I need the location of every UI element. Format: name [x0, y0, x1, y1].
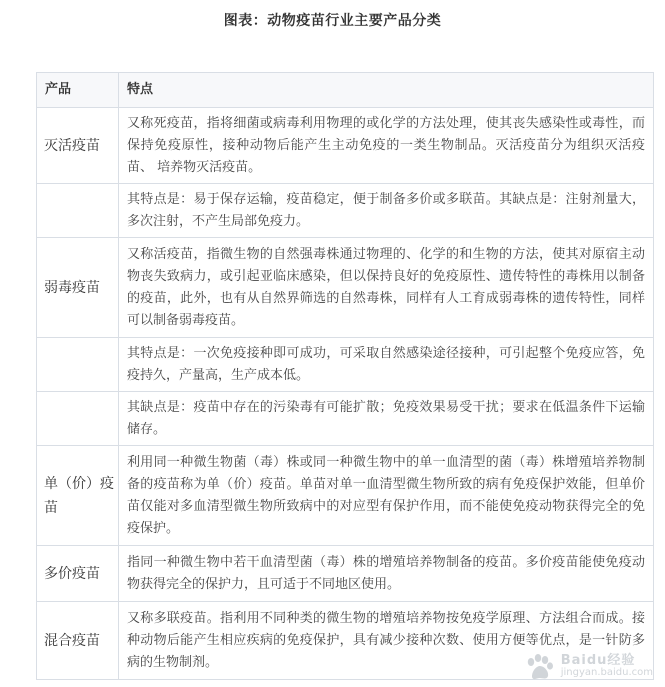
table-row — [37, 546, 654, 602]
feature-cell: 指同一种微生物中若干血清型菌（毒）株的增殖培养物制备的疫苗。多价疫苗能使免疫动物获得完全的保护力，且可适于不同地区使用。 — [119, 546, 654, 602]
product-cell: 单（价）疫苗 — [37, 446, 119, 546]
feature-cell: 又称多联疫苗。指利用不同种类的微生物的增殖培养物按免疫学原理、方法组合而成。接种动物后能产生相应疾病的免疫保护，具有减少接种次数、使用方便等优点，是一针防多病的生物制剂。 — [119, 602, 654, 680]
feature-cell: 利用同一种微生物菌（毒）株或同一种微生物中的单一血清型的菌（毒）株增殖培养物制备的疫苗称为单（价）疫苗。单苗对单一血清型微生物所致的病有免疫保护效能，但单价苗仅能对多血清型微生物所致病中的对应型有保护作用，而不能使免疫动物获得完全的免疫保护。 — [119, 446, 654, 546]
feature-cell: 其缺点是：疫苗中存在的污染毒有可能扩散；免疫效果易受干扰；要求在低温条件下运输储存。 — [119, 392, 654, 446]
feature-cell: 其特点是：一次免疫接种即可成功，可采取自然感染途径接种，可引起整个免疫应答，免疫持久，产量高，生产成本低。 — [119, 338, 654, 392]
table-header-row — [37, 73, 654, 108]
page-title: 图表：动物疫苗行业主要产品分类 — [223, 13, 442, 29]
table-row — [37, 338, 654, 392]
table-row — [37, 108, 654, 184]
product-cell — [37, 338, 119, 392]
table-row — [37, 184, 654, 238]
watermark — [523, 653, 653, 681]
product-cell: 弱毒疫苗 — [37, 238, 119, 338]
header-product: 产品 — [37, 73, 119, 108]
product-cell: 灭活疫苗 — [37, 108, 119, 184]
feature-cell: 又称活疫苗，指微生物的自然强毒株通过物理的、化学的和生物的方法，使其对原宿主动物丧失致病力，或引起亚临床感染，但以保持良好的免疫原性、遗传特性的毒株用以制备的疫苗，此外，也有从自然界筛选的自然毒株，同样有人工育成弱毒株的遗传特性，同样可以制备弱毒疫苗。 — [119, 238, 654, 338]
feature-cell: 其特点是：易于保存运输，疫苗稳定，便于制备多价或多联苗。其缺点是：注射剂量大，多次注射，不产生局部免疫力。 — [119, 184, 654, 238]
watermark-name: Baidu经验 — [560, 653, 636, 668]
header-feature: 特点 — [119, 73, 654, 108]
product-classification-table — [36, 72, 654, 680]
product-cell: 多价疫苗 — [37, 546, 119, 602]
table-row — [37, 446, 654, 546]
watermark-url: jingyan.baidu.com — [560, 667, 653, 678]
product-cell: 混合疫苗 — [37, 602, 119, 680]
baidu-paw-icon — [523, 653, 557, 681]
watermark-text — [561, 655, 653, 679]
table-row — [37, 238, 654, 338]
feature-cell: 又称死疫苗，指将细菌或病毒利用物理的或化学的方法处理，使其丧失感染性或毒性，而保持免疫原性，接种动物后能产生主动免疫的一类生物制品。灭活疫苗分为组织灭活疫苗、 培养物灭活疫苗。 — [119, 108, 654, 184]
product-cell — [37, 184, 119, 238]
product-cell — [37, 392, 119, 446]
table-row — [37, 392, 654, 446]
